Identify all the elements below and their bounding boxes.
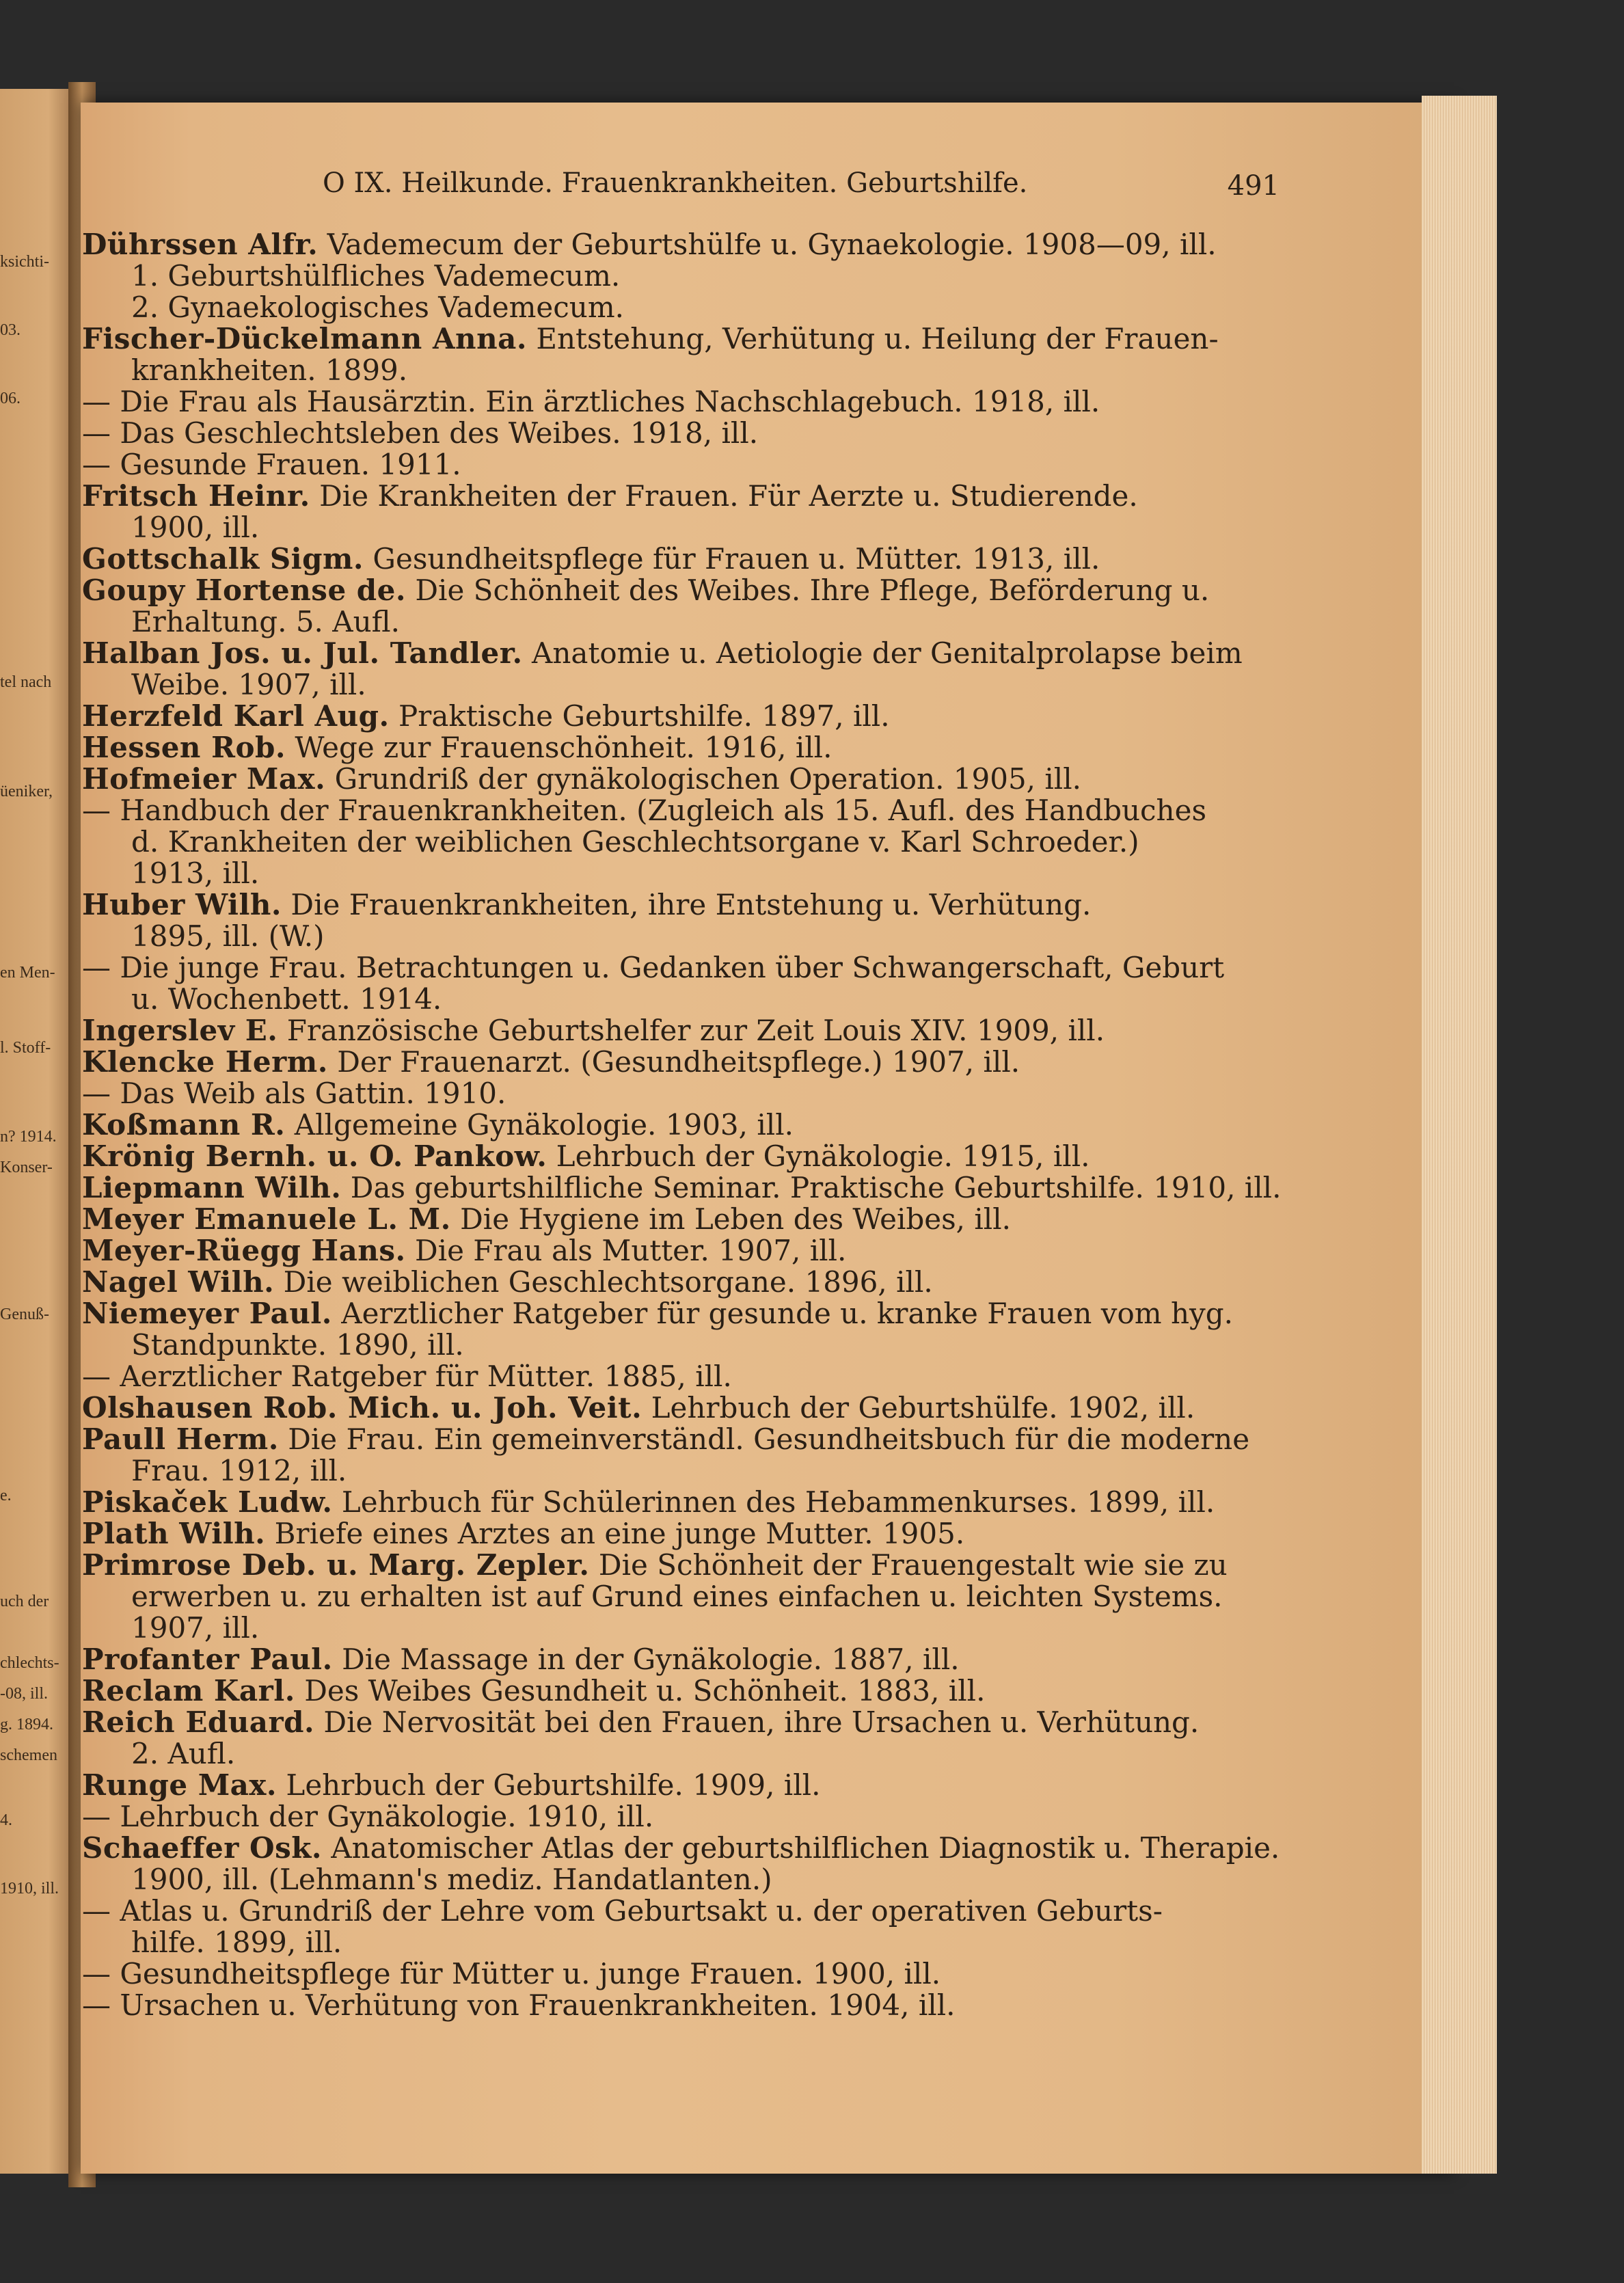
entry-text: Das geburtshilfliche Seminar. Praktische Geburtshilfe. 1910, ill. (350, 1171, 1282, 1204)
entry-line (82, 1738, 1285, 1770)
entry-line (82, 1078, 1285, 1109)
left-page-fragment: 1910, ill. (0, 1880, 59, 1897)
entry-line (82, 1204, 1285, 1235)
entry-line (82, 889, 1285, 921)
entry-line (82, 1267, 1285, 1298)
entry-text: Lehrbuch der Gynäkologie. 1915, ill. (556, 1139, 1090, 1173)
entry-line (82, 1770, 1285, 1801)
page-header (241, 167, 1280, 208)
entry-author: Gottschalk Sigm. (82, 542, 364, 576)
entry-text: u. Wochenbett. 1914. (131, 982, 442, 1016)
left-page-fragment: 06. (0, 390, 21, 407)
entry-line (82, 481, 1285, 512)
entry-text: — Gesunde Frauen. 1911. (82, 448, 461, 481)
bibliography-entry (82, 1675, 1285, 1707)
entry-text: Grundriß der gynäkologischen Operation. 1905, ill. (334, 762, 1082, 796)
left-page-fragment: ksichti- (0, 253, 49, 271)
entry-line (82, 1518, 1285, 1550)
entry-author: Meyer-Rüegg Hans. (82, 1234, 406, 1267)
bibliography-entry (82, 1770, 1285, 1801)
entry-author: Plath Wilh. (82, 1517, 266, 1550)
bibliography-entry (82, 795, 1285, 889)
entry-line (82, 323, 1285, 355)
entry-author: Reich Eduard. (82, 1705, 315, 1739)
entry-line (82, 1801, 1285, 1833)
left-page-fragment: 4. (0, 1811, 12, 1829)
entry-author: Ingerslev E. (82, 1014, 278, 1047)
entry-line (82, 826, 1285, 858)
entry-text: Anatomie u. Aetiologie der Genitalprolapse beim (532, 636, 1243, 670)
entry-text: — Aerztlicher Ratgeber für Mütter. 1885, ill. (82, 1360, 732, 1393)
bibliography-entry (82, 952, 1285, 1015)
entry-author: Schaeffer Osk. (82, 1831, 322, 1865)
entry-line (82, 764, 1285, 795)
bibliography-entry (82, 701, 1285, 732)
entry-line (82, 669, 1285, 701)
entry-text: hilfe. 1899, ill. (131, 1926, 342, 1959)
entry-author: Goupy Hortense de. (82, 573, 406, 607)
bibliography-entry (82, 1518, 1285, 1550)
entry-text: Lehrbuch der Geburtshülfe. 1902, ill. (651, 1391, 1195, 1424)
bibliography-entry (82, 1833, 1285, 1895)
left-page-fragment: tel nach (0, 673, 52, 691)
entry-line (82, 449, 1285, 481)
bibliography-list (82, 229, 1285, 2021)
entry-line (82, 1487, 1285, 1518)
entry-author: Hessen Rob. (82, 731, 286, 764)
entry-line (82, 355, 1285, 386)
entry-author: Reclam Karl. (82, 1674, 295, 1707)
entry-text: — Das Weib als Gattin. 1910. (82, 1077, 506, 1110)
entry-text: 1900, ill. (131, 511, 260, 544)
page-edges (1422, 96, 1497, 2174)
entry-author: Niemeyer Paul. (82, 1297, 332, 1330)
entry-text: — Das Geschlechtsleben des Weibes. 1918, ill. (82, 416, 759, 450)
bibliography-entry (82, 481, 1285, 543)
entry-author: Olshausen Rob. Mich. u. Joh. Veit. (82, 1391, 642, 1424)
entry-line (82, 1109, 1285, 1141)
entry-author: Profanter Paul. (82, 1643, 333, 1676)
bibliography-entry (82, 543, 1285, 575)
bibliography-entry (82, 1204, 1285, 1235)
entry-author: Primrose Deb. u. Marg. Zepler. (82, 1548, 590, 1582)
bibliography-entry (82, 1895, 1285, 1958)
entry-author: Halban Jos. u. Jul. Tandler. (82, 636, 523, 670)
entry-author: Paull Herm. (82, 1422, 279, 1456)
entry-text: Die Nervosität bei den Frauen, ihre Ursachen u. Verhütung. (323, 1705, 1200, 1739)
entry-text: Aerztlicher Ratgeber für gesunde u. kranke Frauen vom hyg. (341, 1297, 1233, 1330)
entry-author: Meyer Emanuele L. M. (82, 1202, 451, 1236)
bibliography-entry (82, 575, 1285, 638)
left-page-fragment: uch der (0, 1593, 49, 1610)
entry-line (82, 1707, 1285, 1738)
entry-line (82, 921, 1285, 952)
entry-line (82, 858, 1285, 889)
entry-line (82, 1644, 1285, 1675)
entry-line (82, 575, 1285, 606)
left-page-fragment: Genuß- (0, 1306, 49, 1323)
left-page-fragment: l. Stoff- (0, 1039, 51, 1057)
entry-line (82, 952, 1285, 984)
left-page-fragment: g. 1894. (0, 1716, 53, 1733)
entry-line (82, 701, 1285, 732)
entry-text: — Die Frau als Hausärztin. Ein ärztliches Nachschlagebuch. 1918, ill. (82, 385, 1100, 418)
entry-line (82, 1895, 1285, 1927)
bibliography-entry (82, 1424, 1285, 1487)
entry-text: — Lehrbuch der Gynäkologie. 1910, ill. (82, 1800, 654, 1833)
entry-text: Französische Geburtshelfer zur Zeit Louis XIV. 1909, ill. (286, 1014, 1105, 1047)
entry-author: Runge Max. (82, 1768, 278, 1802)
entry-text: Die weiblichen Geschlechtsorgane. 1896, ill. (283, 1265, 933, 1299)
bibliography-entry (82, 732, 1285, 764)
entry-text: Vademecum der Geburtshülfe u. Gynaekologie. 1908—09, ill. (327, 228, 1217, 261)
left-page-fragment: en Men- (0, 964, 55, 982)
entry-text: Lehrbuch für Schülerinnen des Hebammenkurses. 1899, ill. (341, 1485, 1215, 1519)
bibliography-entry (82, 1298, 1285, 1361)
entry-text: Des Weibes Gesundheit u. Schönheit. 1883, ill. (304, 1674, 986, 1707)
entry-line (82, 1298, 1285, 1329)
bibliography-entry (82, 1361, 1285, 1392)
entry-text: Entstehung, Verhütung u. Heilung der Frauen- (536, 322, 1219, 355)
entry-line (82, 1455, 1285, 1487)
bibliography-entry (82, 889, 1285, 952)
bibliography-entry (82, 638, 1285, 701)
bibliography-entry (82, 1267, 1285, 1298)
entry-text: Praktische Geburtshilfe. 1897, ill. (398, 699, 890, 733)
bibliography-entry (82, 1550, 1285, 1644)
left-page-fragment: e. (0, 1487, 12, 1504)
entry-line (82, 1990, 1285, 2021)
bibliography-entry (82, 386, 1285, 418)
entry-line (82, 795, 1285, 826)
bibliography-entry (82, 1801, 1285, 1833)
entry-author: Herzfeld Karl Aug. (82, 699, 390, 733)
entry-line (82, 1833, 1285, 1864)
left-page-fragment: chlechts- (0, 1654, 59, 1672)
entry-line (82, 229, 1285, 260)
bibliography-entry (82, 1644, 1285, 1675)
bibliography-entry (82, 229, 1285, 323)
entry-text: 2. Gynaekologisches Vademecum. (131, 291, 624, 324)
entry-line (82, 1927, 1285, 1958)
entry-text: Die Frauenkrankheiten, ihre Entstehung u. Verhütung. (290, 888, 1092, 921)
entry-text: Die Schönheit des Weibes. Ihre Pflege, Beförderung u. (415, 573, 1210, 607)
entry-author: Krönig Bernh. u. O. Pankow. (82, 1139, 547, 1173)
bibliography-entry (82, 1109, 1285, 1141)
entry-author: Koßmann R. (82, 1108, 286, 1142)
bibliography-entry (82, 1707, 1285, 1770)
entry-line (82, 543, 1285, 575)
entry-text: Die Schönheit der Frauengestalt wie sie zu (598, 1548, 1228, 1582)
entry-line (82, 1424, 1285, 1455)
entry-line (82, 732, 1285, 764)
entry-line (82, 606, 1285, 638)
bibliography-entry (82, 1046, 1285, 1078)
entry-text: 2. Aufl. (131, 1737, 236, 1770)
bibliography-entry (82, 418, 1285, 449)
page-number: 491 (1227, 170, 1280, 202)
entry-line (82, 638, 1285, 669)
entry-text: — Die junge Frau. Betrachtungen u. Gedanken über Schwangerschaft, Geburt (82, 951, 1225, 984)
entry-text: 1907, ill. (131, 1611, 260, 1645)
entry-text: krankheiten. 1899. (131, 353, 408, 387)
entry-line (82, 1141, 1285, 1172)
bibliography-entry (82, 1172, 1285, 1204)
bibliography-entry (82, 1015, 1285, 1046)
bibliography-entry (82, 1958, 1285, 1990)
entry-author: Nagel Wilh. (82, 1265, 275, 1299)
left-page-fragment: -08, ill. (0, 1685, 48, 1703)
entry-author: Klencke Herm. (82, 1045, 328, 1079)
entry-line (82, 1864, 1285, 1895)
entry-text: — Handbuch der Frauenkrankheiten. (Zugleich als 15. Aufl. des Handbuches (82, 794, 1207, 827)
entry-text: — Ursachen u. Verhütung von Frauenkrankheiten. 1904, ill. (82, 1988, 956, 2022)
left-page-fragment: Konser- (0, 1159, 53, 1176)
bibliography-entry (82, 323, 1285, 386)
entry-line (82, 1172, 1285, 1204)
entry-line (82, 292, 1285, 323)
entry-text: 1895, ill. (W.) (131, 919, 325, 953)
entry-text: Gesundheitspflege für Frauen u. Mütter. 1913, ill. (373, 542, 1100, 576)
entry-author: Dührssen Alfr. (82, 228, 319, 261)
entry-text: Wege zur Frauenschönheit. 1916, ill. (295, 731, 833, 764)
entry-line (82, 260, 1285, 292)
entry-author: Liepmann Wilh. (82, 1171, 342, 1204)
entry-line (82, 1361, 1285, 1392)
entry-line (82, 386, 1285, 418)
entry-text: Standpunkte. 1890, ill. (131, 1328, 464, 1362)
entry-text: Die Frau. Ein gemeinverständl. Gesundheitsbuch für die moderne (288, 1422, 1250, 1456)
entry-text: Die Massage in der Gynäkologie. 1887, ill. (342, 1643, 960, 1676)
entry-line (82, 1958, 1285, 1990)
bibliography-entry (82, 1990, 1285, 2021)
entry-line (82, 1392, 1285, 1424)
bibliography-entry (82, 764, 1285, 795)
entry-author: Fischer-Dückelmann Anna. (82, 322, 527, 355)
entry-line (82, 512, 1285, 543)
entry-text: erwerben u. zu erhalten ist auf Grund eines einfachen u. leichten Systems. (131, 1580, 1223, 1613)
entry-text: Allgemeine Gynäkologie. 1903, ill. (294, 1108, 794, 1142)
left-page-fragment: n? 1914. (0, 1128, 57, 1146)
entry-text: 1913, ill. (131, 856, 260, 890)
entry-text: — Gesundheitspflege für Mütter u. junge Frauen. 1900, ill. (82, 1957, 941, 1990)
bibliography-entry (82, 1487, 1285, 1518)
entry-line (82, 1235, 1285, 1267)
entry-text: Erhaltung. 5. Aufl. (131, 605, 400, 638)
entry-line (82, 418, 1285, 449)
bibliography-entry (82, 1392, 1285, 1424)
entry-text: Weibe. 1907, ill. (131, 668, 366, 701)
entry-text: 1900, ill. (Lehmann's mediz. Handatlanten.) (131, 1863, 772, 1896)
bibliography-entry (82, 1235, 1285, 1267)
entry-line (82, 984, 1285, 1015)
entry-author: Hofmeier Max. (82, 762, 326, 796)
entry-line (82, 1675, 1285, 1707)
entry-text: d. Krankheiten der weiblichen Geschlechtsorgane v. Karl Schroeder.) (131, 825, 1139, 859)
entry-author: Piskaček Ludw. (82, 1485, 333, 1519)
entry-author: Fritsch Heinr. (82, 479, 310, 513)
entry-line (82, 1581, 1285, 1612)
entry-text: Der Frauenarzt. (Gesundheitspflege.) 1907, ill. (337, 1045, 1020, 1079)
entry-text: Die Krankheiten der Frauen. Für Aerzte u. Studierende. (319, 479, 1138, 513)
running-head: O IX. Heilkunde. Frauenkrankheiten. Geburtshilfe. (323, 167, 1028, 199)
entry-text: Frau. 1912, ill. (131, 1454, 347, 1487)
entry-line (82, 1046, 1285, 1078)
left-page-fragment: schemen (0, 1746, 57, 1764)
bibliography-entry (82, 1078, 1285, 1109)
entry-text: — Atlas u. Grundriß der Lehre vom Geburtsakt u. der operativen Geburts- (82, 1894, 1163, 1928)
entry-line (82, 1612, 1285, 1644)
entry-text: Die Hygiene im Leben des Weibes, ill. (460, 1202, 1012, 1236)
entry-line (82, 1550, 1285, 1581)
entry-author: Huber Wilh. (82, 888, 282, 921)
left-page-fragment: üeniker, (0, 783, 53, 800)
entry-line (82, 1329, 1285, 1361)
bibliography-entry (82, 449, 1285, 481)
entry-text: Anatomischer Atlas der geburtshilflichen Diagnostik u. Therapie. (331, 1831, 1280, 1865)
entry-text: 1. Geburtshülfliches Vademecum. (131, 259, 621, 293)
entry-text: Die Frau als Mutter. 1907, ill. (414, 1234, 847, 1267)
left-page-fragment: 03. (0, 321, 21, 339)
bibliography-entry (82, 1141, 1285, 1172)
entry-text: Briefe eines Arztes an eine junge Mutter. 1905. (274, 1517, 965, 1550)
entry-line (82, 1015, 1285, 1046)
entry-text: Lehrbuch der Geburtshilfe. 1909, ill. (286, 1768, 821, 1802)
